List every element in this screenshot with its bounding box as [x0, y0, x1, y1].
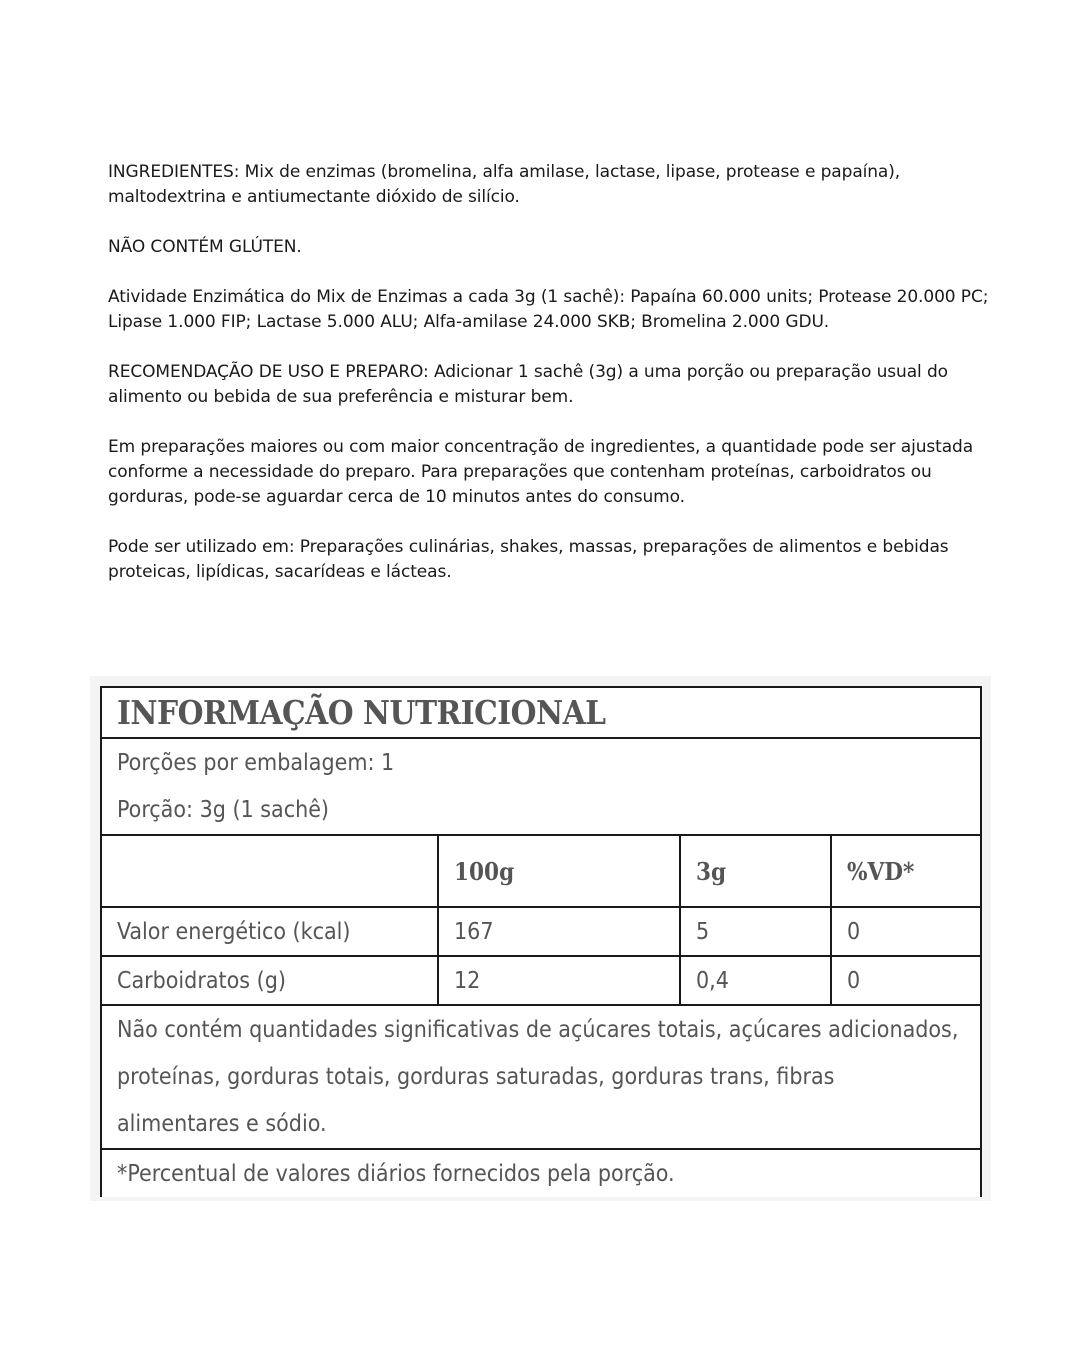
value-100g: 167	[438, 907, 680, 956]
table-row	[101, 907, 981, 956]
header-cell-blank	[101, 835, 438, 907]
ingredients-text: INGREDIENTES: Mix de enzimas (bromelina, alfa amilase, lactase, lipase, protease e papaína), maltodextrina e antiumectante dióxido de silício.	[108, 162, 901, 207]
value-3g: 5	[680, 907, 831, 956]
gluten-warning: NÃO CONTÉM GLÚTEN.	[108, 237, 302, 257]
nutrition-footnote: *Percentual de valores diários fornecidos pela porção.	[101, 1149, 981, 1197]
nutrition-note: Não contém quantidades significativas de açúcares totais, açúcares adicionados, proteínas, gorduras totais, gorduras saturadas, gorduras trans, fibras alimentares e sódio.	[101, 1005, 981, 1149]
header-cell-3g: 3g	[680, 835, 831, 907]
table-header-row	[101, 835, 981, 907]
value-100g: 12	[438, 956, 680, 1005]
value-3g: 0,4	[680, 956, 831, 1005]
nutrition-facts-table	[100, 686, 982, 1197]
nutrient-name: Carboidratos (g)	[101, 956, 438, 1005]
preparation-adjust-text: Em preparações maiores ou com maior concentração de ingredientes, a quantidade pode ser ajustada conforme a necessidade do preparo. Para preparações que contenham proteínas, carboidratos ou gorduras, pode-se aguardar cerca de 10 minutos antes do consumo.	[108, 437, 974, 507]
header-cell-100g: 100g	[438, 835, 680, 907]
value-vd: 0	[831, 907, 981, 956]
serving-size: Porção: 3g (1 sachê)	[117, 796, 330, 823]
usage-recommendation-text: RECOMENDAÇÃO DE USO E PREPARO: Adicionar 1 sachê (3g) a uma porção ou preparação usual do alimento ou bebida de sua preferência e misturar bem.	[108, 362, 948, 407]
value-vd: 0	[831, 956, 981, 1005]
nutrient-name: Valor energético (kcal)	[101, 907, 438, 956]
header-cell-vd: %VD*	[831, 835, 981, 907]
table-row	[101, 956, 981, 1005]
nutrition-title: INFORMAÇÃO NUTRICIONAL	[101, 687, 981, 738]
serving-info	[101, 738, 981, 835]
enzyme-activity-text: Atividade Enzimática do Mix de Enzimas a cada 3g (1 sachê): Papaína 60.000 units; Protease 20.000 PC; Lipase 1.000 FIP; Lactase 5.000 ALU; Alfa-amilase 24.000 SKB; Bromelina 2.000 GDU.	[108, 287, 989, 332]
uses-text: Pode ser utilizado em: Preparações culinárias, shakes, massas, preparações de alimentos e bebidas proteicas, lipídicas, sacarídeas e lácteas.	[108, 537, 949, 582]
product-description	[108, 160, 1008, 610]
servings-per-package: Porções por embalagem: 1	[117, 749, 395, 776]
